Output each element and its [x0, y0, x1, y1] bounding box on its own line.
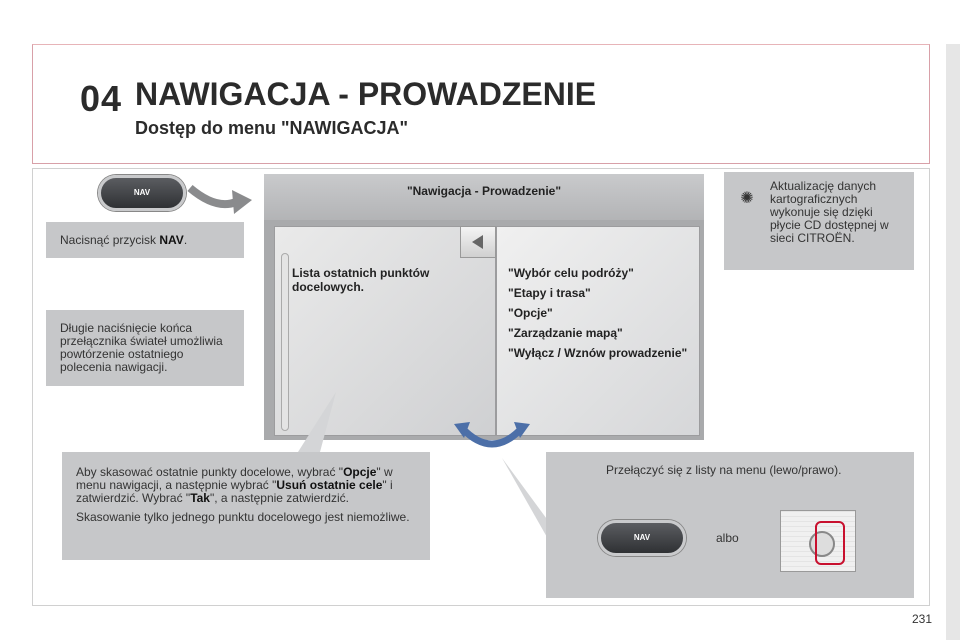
- steering-control-illustration: [780, 510, 856, 572]
- back-button: [460, 226, 496, 258]
- map-update-text: Aktualizację danych kartograficznych wykonuje się dzięki płycie CD dostępnej w sieci CITROËN.: [770, 179, 889, 245]
- menu-item-guidance: "Wyłącz / Wznów prowadzenie": [508, 346, 688, 360]
- side-strip: [946, 44, 960, 640]
- page-number: 231: [912, 612, 933, 626]
- back-arrow-icon: [472, 235, 483, 249]
- cancel-text-e: " i zatwierdzić. Wybrać ": [76, 478, 393, 505]
- nav-button-label: NAV: [133, 188, 151, 197]
- long-press-note: Długie naciśnięcie końca przełącznika świateł umożliwia powtórzenie ostatniego polecenia nawigacji.: [46, 310, 244, 386]
- info-sun-icon: ✺: [740, 190, 754, 207]
- cancel-bold-delete: Usuń ostatnie cele: [276, 478, 383, 492]
- chapter-number: 04: [80, 78, 123, 119]
- menu-item-destination: "Wybór celu podróży": [508, 266, 634, 280]
- nav-button-illustration: [98, 175, 186, 211]
- switch-arrows-icon: [452, 420, 532, 456]
- press-nav-bold: NAV: [159, 233, 184, 247]
- menu-item-options: "Opcje": [508, 306, 553, 320]
- list-scrollbar: [281, 253, 289, 431]
- press-nav-note: [46, 222, 244, 258]
- page-title: NAWIGACJA - PROWADZENIE: [135, 76, 597, 112]
- menu-item-map: "Zarządzanie mapą": [508, 326, 623, 340]
- switch-list-menu-note: [546, 452, 914, 598]
- press-nav-text: Nacisnąć przycisk: [60, 233, 160, 247]
- recent-destinations-label: Lista ostatnich punktów docelowych.: [292, 266, 430, 294]
- highlight-frame: [815, 521, 845, 565]
- cancel-note-paragraph-2: Skasowanie tylko jednego punktu docelowego jest niemożliwe.: [76, 510, 410, 524]
- press-nav-suffix: .: [183, 233, 188, 247]
- or-text: albo: [716, 531, 739, 545]
- switch-text: Przełączyć się z listy na menu (lewo/prawo).: [606, 463, 842, 477]
- page-subtitle: Dostęp do menu "NAWIGACJA": [135, 118, 409, 138]
- cancel-note-paragraph-1: [76, 466, 416, 505]
- cancel-bold-yes: Tak: [190, 491, 210, 505]
- cancel-text-g: ", a następnie zatwierdzić.: [209, 491, 349, 505]
- nav-menu-list: [508, 266, 694, 366]
- curved-arrow-icon: [186, 180, 256, 220]
- cancel-bold-options: Opcje: [343, 465, 377, 479]
- callout-pointer-left: [290, 390, 350, 454]
- menu-item-route: "Etapy i trasa": [508, 286, 591, 300]
- cancel-text-a: Aby skasować ostatnie punkty docelowe, wybrać ": [76, 465, 344, 479]
- nav-button-illustration-2: [598, 520, 686, 556]
- cancel-destinations-note: [62, 452, 430, 560]
- map-update-note: [724, 172, 914, 270]
- screen-title: "Nawigacja - Prowadzenie": [406, 184, 562, 198]
- cancel-text-c: " w menu nawigacji, a następnie wybrać ": [76, 465, 393, 492]
- nav-button-label-2: NAV: [633, 533, 651, 542]
